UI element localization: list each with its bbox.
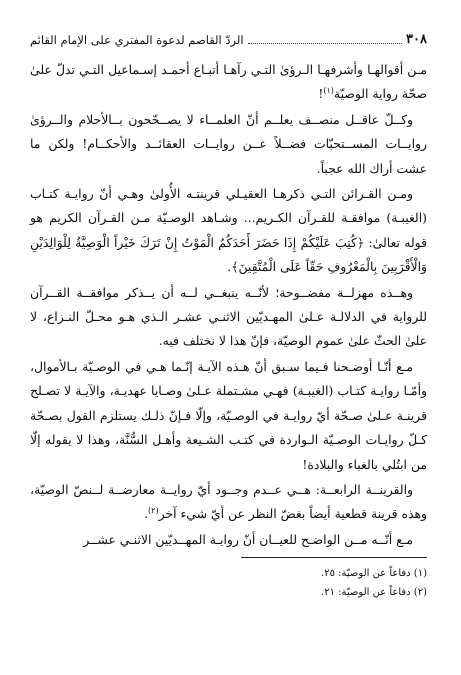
footnote-ref-2[interactable]: (٢) [148, 506, 159, 516]
footnote-2: (٢) دفاعاً عن الوصيّة: ٢١. [321, 587, 427, 599]
paragraph-6 [30, 478, 427, 527]
paragraph-2: وكــلّ عاقــل منصــف يعلــم أنّ العلمــاء لا يصــحّحون بــالأحلام والــرؤىٰ روايــات المســتحبّات فضــلاً عــن روايــات العقائــد والأحكــام! ولكن ما عشت أراك الله عجباً. [30, 111, 427, 176]
paragraph-1 [30, 58, 427, 107]
paragraph-1-tail: ! [318, 86, 324, 102]
page-header [30, 32, 427, 48]
main-text [30, 58, 427, 552]
footnote-separator [241, 557, 427, 558]
paragraph-1-text: مـن أقوالهـا وأشرفهـا الـرؤىٰ التـي رآهـا أتبـاع أحمـد إسـماعيل التـي تدلّ علىٰ صحّة رواية الوصيّة [30, 62, 427, 102]
paragraph-6-tail: . [144, 506, 149, 522]
running-title: الردّ القاصم لدعوة المفتري على الإمام القائم [30, 33, 244, 47]
paragraph-7: مـع أنّــه مــن الواضـح للعيــان أنّ روايـة المهــديّين الاثنـي عشــر [83, 531, 413, 547]
footnote-1: (١) دفاعاً عن الوصيّة: ٢٥. [321, 568, 427, 580]
header-dotted-leader [248, 43, 402, 44]
footnote-ref-1[interactable]: (١) [323, 86, 334, 96]
paragraph-3: ومـن القـرائن التـي ذكرهـا العقيـلي قرينتـه الأُولىٰ وهـي أنّ روايـة كتـاب (الغيبـة) موافقـة للقـرآن الكـريم... وشـاهد الوصـيّة مـن القـرآن الكريم هو قوله تعالىٰ: ﴿كُتِبَ عَلَيْكُمْ إِذَا حَضَرَ أَحَدَكُمُ الْمَوْتُ إِنْ تَرَكَ خَيْراً الْوَصِيَّةُ لِلْوَالِدَيْنِ وَالْأَقْرَبِينَ بِالْمَعْرُوفِ حَقّاً عَلَى الْمُتَّقِينَ﴾. [30, 186, 427, 275]
paragraph-5: مـع أنّـا أوضـحنا فـيما سـبق أنّ هـذه الآيـة إنّـما هـي في الوصـيّة بـالأموال، وأمّـا روايـة كتـاب (الغيبـة) فهـي مشـتملة عـلىٰ وصـايا عهديـة، والآيـة لا تصـلح قرينـة عـلىٰ صـحّة أيّ روايـة في الوصـيّة، وإلّا فـإنّ ذلـك يستلزم القول بصـحّة كـلّ روايـات الوصـيّة الـواردة في كتـب الشـيعة وأهـل السُّنَّة، وهذا لا يقوله إلّا من ابتُلي بالغباء والبلادة! [30, 358, 427, 472]
paragraph-4: وهــذه مهزلــة مفضــوحة؛ لأنّــه ينبغــي لــه أن يــذكر موافقــة القــرآن للرواية في الدلالـة عـلىٰ المهـديّين الاثنـي عشـر الـذي هـو محـلّ النـزاع، لا علىٰ الحثّ علىٰ عموم الوصيّة، فإنّ هذا لا نختلف فيه. [30, 284, 427, 349]
paragraph-6-text: والقرينــة الرابعــة: هــي عــدم وجــود أيّ روايــة معارضــة لــنصّ الوصيّة، وهذه قرينة قطعية أيضاً بغضّ النظر عن أيّ شيء آخر [30, 481, 427, 522]
footnotes [30, 564, 427, 602]
page-number: ٣٠٨ [406, 32, 427, 47]
